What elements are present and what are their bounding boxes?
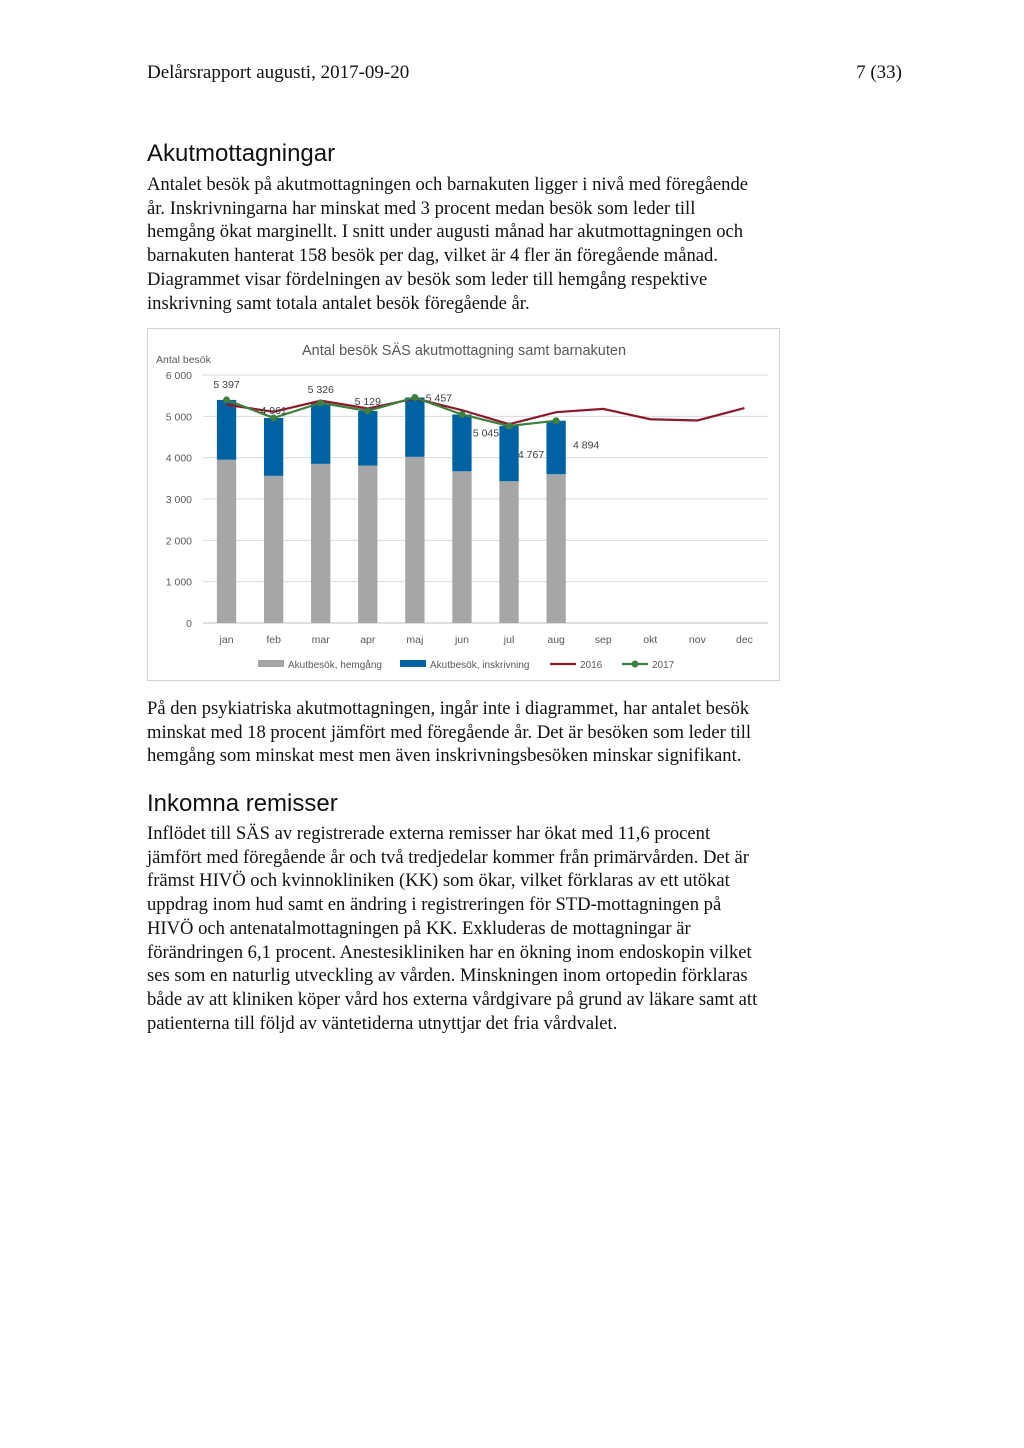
y-tick-label: 4 000 [165, 452, 192, 465]
y-tick-label: 2 000 [165, 535, 192, 548]
point-2017 [317, 399, 324, 406]
section-heading-akutmottagningar: Akutmottagningar [147, 140, 336, 167]
text-line: ses som en naturlig utveckling av vården. Minskningen inom ortopedin förklaras [147, 965, 748, 987]
x-tick-label: feb [266, 634, 281, 646]
data-label: 5 457 [425, 392, 453, 405]
text-line: jämfört med föregående år och två tredjedelar kommer från primärvården. Det är [147, 846, 749, 868]
section-heading-inkomna-remisser: Inkomna remisser [147, 790, 338, 817]
data-label: 4 894 [572, 439, 600, 452]
text-line: HIVÖ och antenatalmottagningen på KK. Exkluderas de mottagningar är [147, 917, 691, 939]
x-tick-label: apr [360, 634, 376, 646]
paragraph-psykiatri [147, 697, 837, 768]
bar-inskrivning [311, 403, 330, 464]
bar-inskrivning [452, 414, 471, 471]
page-header-title: Delårsrapport augusti, 2017-09-20 [147, 62, 410, 83]
text-line: år. Inskrivningarna har minskat med 3 procent medan besök som leder till [147, 197, 696, 219]
x-tick-label: mar [311, 634, 330, 646]
bar-inskrivning [405, 397, 424, 456]
bar-hemgang [311, 464, 330, 623]
point-2017 [223, 396, 230, 403]
x-tick-label: jul [503, 634, 515, 646]
text-line: både av att kliniken köper vård hos externa vårdgivare på grund av läkare samt att [147, 988, 758, 1010]
legend-swatch [400, 660, 426, 667]
data-label: 5 326 [307, 383, 334, 396]
y-axis-label: Antal besök [156, 354, 211, 366]
bar-inskrivning [264, 418, 283, 476]
data-label: 5 045 [472, 427, 500, 440]
legend-label: 2017 [652, 660, 675, 671]
bar-inskrivning [546, 421, 565, 474]
point-2017 [506, 422, 513, 429]
text-line: inskrivning samt totala antalet besök föregående år. [147, 292, 530, 314]
legend-label: 2016 [580, 660, 603, 671]
x-tick-label: jan [219, 634, 234, 646]
text-line: hemgång som minskat mest men även inskrivningsbesöken minskar signifikant. [147, 745, 742, 767]
text-line: hemgång ökat marginellt. I snitt under augusti månad har akutmottagningen och [147, 221, 744, 243]
bar-inskrivning [499, 426, 518, 481]
bar-hemgang [358, 466, 377, 623]
bar-inskrivning [217, 400, 236, 460]
paragraph-remisser [147, 822, 837, 1035]
text-line: Antalet besök på akutmottagningen och barnakuten ligger i nivå med föregående [147, 174, 748, 195]
text-line: barnakuten hanterat 158 besök per dag, vilket är 4 fler än föregående månad. [147, 245, 718, 267]
legend-label: Akutbesök, inskrivning [430, 660, 530, 671]
chart-title: Antal besök SÄS akutmottagning samt barnakuten [301, 343, 627, 359]
bar-hemgang [264, 476, 283, 623]
bar-hemgang [405, 457, 424, 623]
x-tick-label: okt [643, 634, 658, 646]
x-tick-label: nov [688, 634, 706, 646]
text-line: Inflödet till SÄS av registrerade externa remisser har ökat med 11,6 procent [147, 823, 711, 844]
text-line: förändringen 6,1 procent. Anestesikliniken har en ökning inom endoskopin vilket [147, 941, 752, 963]
bar-hemgang [546, 474, 565, 623]
x-tick-label: sep [594, 634, 612, 646]
y-tick-label: 5 000 [165, 411, 192, 424]
point-2017 [411, 394, 418, 401]
point-2017 [458, 411, 465, 418]
bar-hemgang [499, 481, 518, 623]
y-tick-label: 1 000 [165, 576, 192, 589]
x-tick-label: maj [406, 634, 424, 646]
bar-hemgang [452, 471, 471, 623]
data-label: 4 767 [517, 448, 545, 461]
legend-marker [632, 661, 639, 668]
y-tick-label: 0 [186, 618, 192, 630]
bar-inskrivning [358, 411, 377, 466]
text-line: På den psykiatriska akutmottagningen, ingår inte i diagrammet, har antalet besök [147, 698, 750, 719]
text-line: Diagrammet visar fördelningen av besök som leder till hemgång respektive [147, 268, 708, 290]
text-line: främst HIVÖ och kvinnokliniken (KK) som ökar, vilket förklaras av ett utökat [147, 870, 730, 892]
legend-label: Akutbesök, hemgång [288, 660, 382, 671]
paragraph-akutmottagningar [147, 173, 837, 315]
page-number: 7 (33) [856, 62, 902, 83]
chart-canvas [148, 329, 781, 682]
text-line: minskat med 18 procent jämfört med föregående år. Det är besöken som leder till [147, 721, 752, 743]
chart-akutbesok [147, 328, 780, 681]
data-label: 5 129 [354, 396, 381, 409]
point-2017 [364, 408, 371, 415]
data-label: 4 961 [260, 404, 287, 417]
y-tick-label: 3 000 [165, 494, 192, 506]
text-line: patienterna till följd av väntetiderna utnyttjar det fria vårdvalet. [147, 1012, 618, 1034]
data-label: 5 397 [213, 378, 240, 391]
point-2017 [553, 417, 560, 424]
bar-hemgang [217, 460, 236, 623]
x-tick-label: dec [735, 634, 753, 646]
x-tick-label: aug [547, 634, 565, 646]
text-line: uppdrag inom hud samt en ändring i registreringen för STD-mottagningen på [147, 894, 722, 916]
y-tick-label: 6 000 [165, 370, 192, 382]
x-tick-label: jun [454, 634, 469, 646]
legend-swatch [258, 660, 284, 667]
